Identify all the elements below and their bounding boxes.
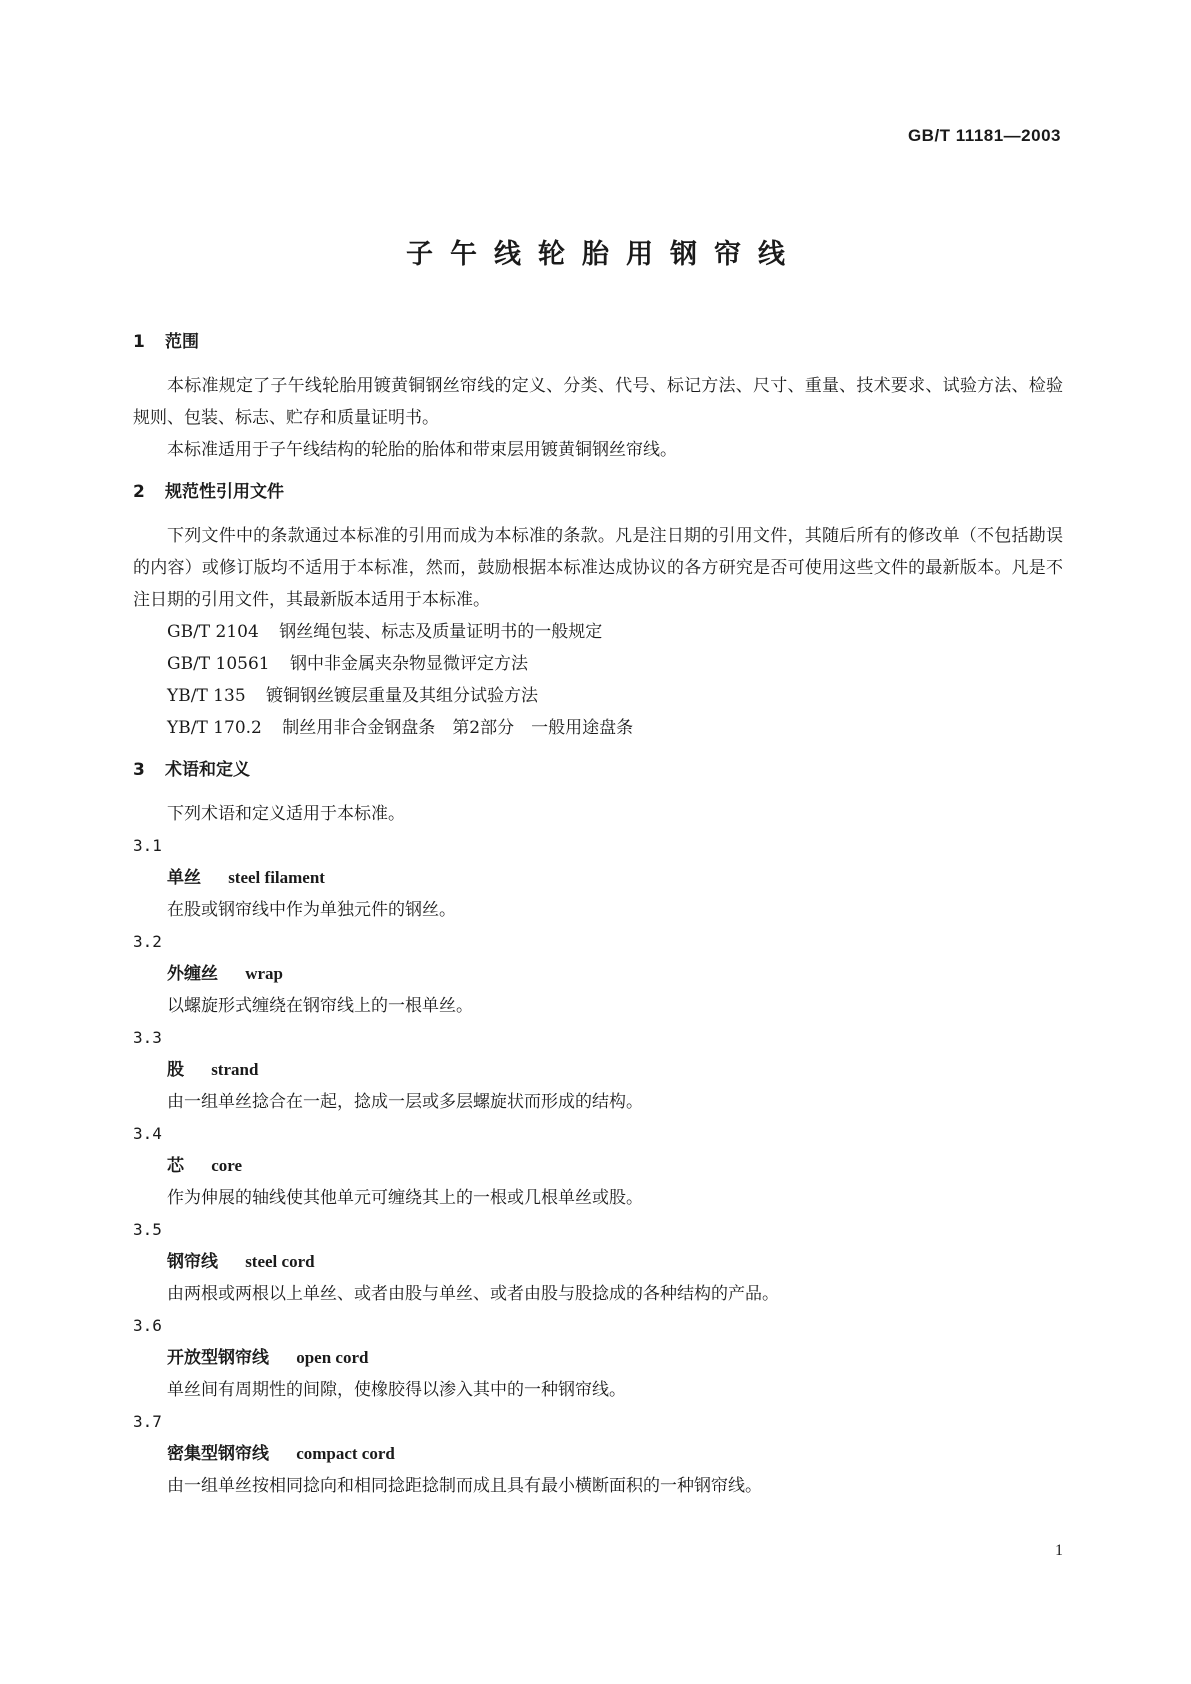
term-zh: 开放型钢帘线 [167, 1348, 269, 1368]
clause-number: 3.3 [133, 1028, 162, 1047]
normative-reference [133, 712, 1063, 744]
reference-title: 钢丝绳包装、标志及质量证明书的一般规定 [279, 622, 603, 642]
term-entry [133, 862, 1063, 894]
term-zh: 芯 [167, 1156, 184, 1176]
paragraph: 本标准规定了子午线轮胎用镀黄铜钢丝帘线的定义、分类、代号、标记方法、尺寸、重量、技术要求、试验方法、检验规则、包装、标志、贮存和质量证明书。 [133, 376, 1063, 428]
section-heading-3 [133, 754, 1063, 786]
term-zh: 股 [167, 1060, 184, 1080]
term-zh: 钢帘线 [167, 1252, 218, 1272]
term-definition: 作为伸展的轴线使其他单元可缠绕其上的一根或几根单丝或股。 [167, 1188, 643, 1208]
term-zh: 外缠丝 [167, 964, 218, 984]
paragraph: 下列文件中的条款通过本标准的引用而成为本标准的条款。凡是注日期的引用文件，其随后所有的修改单（不包括勘误的内容）或修订版均不适用于本标准，然而，鼓励根据本标准达成协议的各方研究是否可使用这些文件的最新版本。凡是不注日期的引用文件，其最新版本适用于本标准。 [133, 526, 1063, 610]
term-en: steel filament [228, 868, 325, 887]
term-definition: 以螺旋形式缠绕在钢帘线上的一根单丝。 [167, 996, 473, 1016]
clause-number: 3.7 [133, 1412, 162, 1431]
clause-number: 3.2 [133, 932, 162, 951]
section-title: 范围 [165, 332, 199, 352]
section-heading-2 [133, 476, 1063, 508]
term-entry [133, 1438, 1063, 1470]
term-entry [133, 958, 1063, 990]
term-definition: 由一组单丝按相同捻向和相同捻距捻制而成且具有最小横断面积的一种钢帘线。 [167, 1476, 762, 1496]
reference-title: 制丝用非合金钢盘条 第2部分 一般用途盘条 [282, 718, 634, 738]
term-en: wrap [245, 964, 283, 983]
term-entry [133, 1246, 1063, 1278]
term-definition: 由两根或两根以上单丝、或者由股与单丝、或者由股与股捻成的各种结构的产品。 [167, 1284, 779, 1304]
reference-code: GB/T 2104 [167, 622, 259, 642]
section-number: 3 [133, 760, 145, 780]
term-definition: 在股或钢帘线中作为单独元件的钢丝。 [167, 900, 456, 920]
standard-number: GB/T 11181—2003 [907, 126, 1061, 145]
paragraph: 下列术语和定义适用于本标准。 [167, 804, 405, 824]
section-title: 术语和定义 [165, 760, 250, 780]
normative-reference [133, 680, 1063, 712]
term-definition: 由一组单丝捻合在一起，捻成一层或多层螺旋状而形成的结构。 [167, 1092, 643, 1112]
term-zh: 密集型钢帘线 [167, 1444, 269, 1464]
term-entry [133, 1342, 1063, 1374]
section-number: 2 [133, 482, 145, 502]
normative-reference [133, 648, 1063, 680]
normative-reference [133, 616, 1063, 648]
term-entry [133, 1150, 1063, 1182]
section-title: 规范性引用文件 [165, 482, 284, 502]
reference-title: 钢中非金属夹杂物显微评定方法 [290, 654, 529, 674]
reference-code: YB/T 170.2 [167, 718, 262, 738]
paragraph: 本标准适用于子午线结构的轮胎的胎体和带束层用镀黄铜钢丝帘线。 [167, 440, 677, 460]
reference-code: YB/T 135 [167, 686, 246, 706]
term-en: core [211, 1156, 243, 1175]
reference-title: 镀铜钢丝镀层重量及其组分试验方法 [266, 686, 539, 706]
document-title: 子午线轮胎用钢帘线 [406, 239, 802, 270]
clause-number: 3.1 [133, 836, 162, 855]
page-number: 1 [1055, 1542, 1063, 1559]
reference-code: GB/T 10561 [167, 654, 270, 674]
term-definition: 单丝间有周期性的间隙，使橡胶得以渗入其中的一种钢帘线。 [167, 1380, 626, 1400]
term-zh: 单丝 [167, 868, 201, 888]
clause-number: 3.4 [133, 1124, 162, 1143]
section-heading-1 [133, 326, 1063, 358]
document-body [133, 326, 1063, 1502]
term-en: open cord [296, 1348, 369, 1367]
section-number: 1 [133, 332, 145, 352]
clause-number: 3.6 [133, 1316, 162, 1335]
term-entry [133, 1054, 1063, 1086]
term-en: compact cord [296, 1444, 395, 1463]
term-en: steel cord [245, 1252, 315, 1271]
clause-number: 3.5 [133, 1220, 162, 1239]
term-en: strand [211, 1060, 259, 1079]
